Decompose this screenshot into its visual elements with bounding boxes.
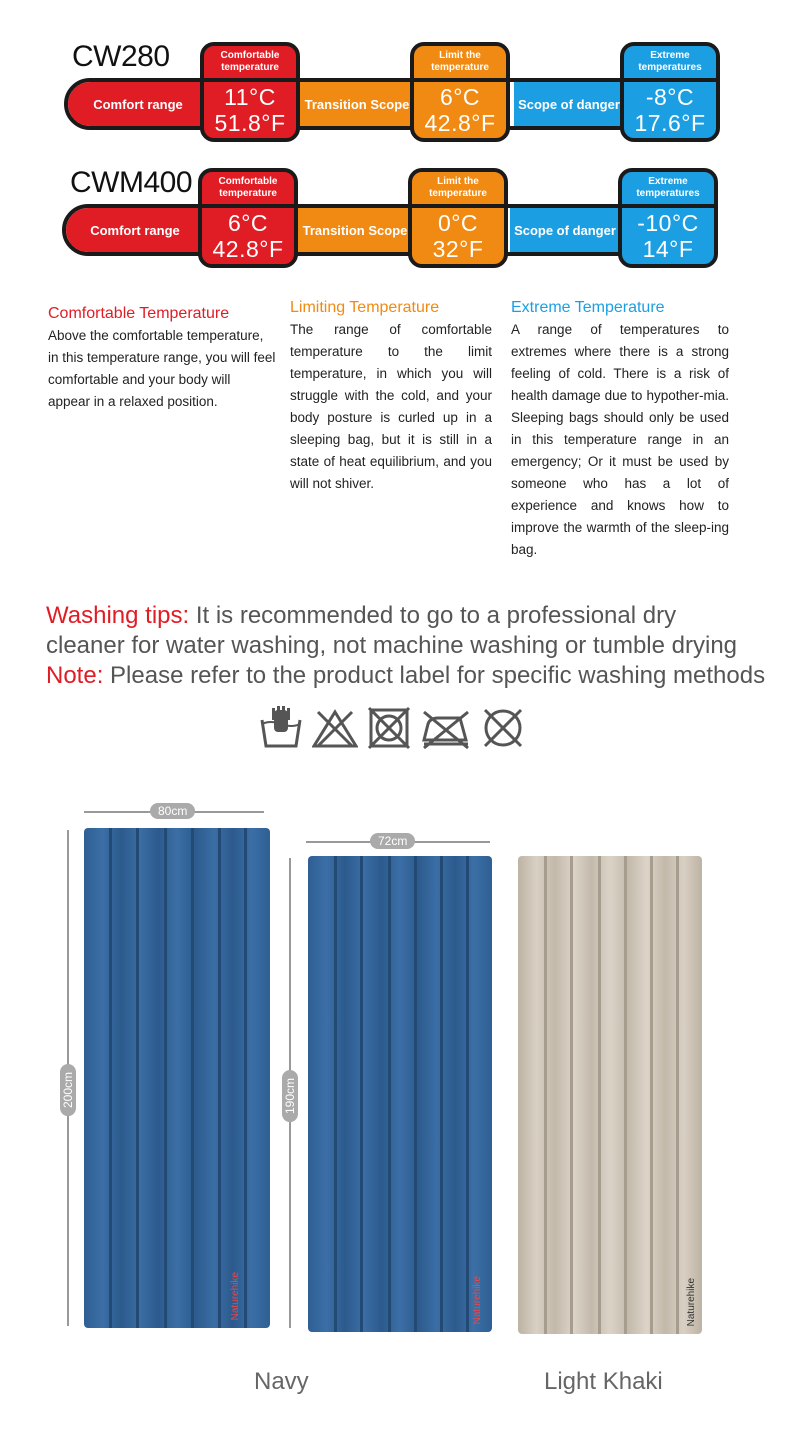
no-bleach-icon (312, 706, 358, 750)
limit-temp-box (410, 42, 510, 142)
comfortable-temperature-title: Comfortable Temperature (48, 305, 230, 322)
note-text: Please refer to the product label for specific washing methods (103, 662, 766, 689)
washing-tips-line2: cleaner for water washing, not machine washing or tumble drying (46, 632, 738, 659)
comfortable-temperature-body: Above the comfortable temperature, in this temperature range, you will feel comfortable and your body will appear in a relaxed position. (48, 328, 276, 409)
temp-fahrenheit: 32°F (432, 236, 484, 262)
temp-celsius: 0°C (437, 210, 479, 236)
care-icons (258, 706, 526, 750)
temperature-bar-cw280 (64, 78, 712, 130)
box-label: Limit the temperature (412, 172, 504, 208)
temp-fahrenheit: 42.8°F (212, 236, 284, 262)
comfort-range-segment: Comfort range (68, 82, 208, 126)
extreme-temp-box (620, 42, 720, 142)
temp-fahrenheit: 42.8°F (424, 110, 496, 136)
model-title-cw280: CW280 (72, 40, 170, 73)
box-label: Extreme temperatures (622, 172, 714, 208)
limiting-temperature-title: Limiting Temperature (290, 299, 440, 316)
temp-celsius: -8°C (645, 84, 695, 110)
limit-temp-box (408, 168, 508, 268)
transition-scope-segment: Transition Scope (300, 82, 414, 126)
note-label: Note: (46, 662, 104, 689)
extreme-temperature-title: Extreme Temperature (511, 299, 665, 316)
wide-length-label: 200cm (60, 1064, 76, 1116)
brand-logo: Naturehike (230, 1271, 241, 1320)
temp-fahrenheit: 17.6°F (634, 110, 706, 136)
color-label-navy: Navy (254, 1368, 309, 1395)
temp-celsius: -10°C (637, 210, 699, 236)
temp-fahrenheit: 51.8°F (214, 110, 286, 136)
narrow-width-label: 72cm (370, 833, 415, 849)
no-iron-icon (420, 706, 472, 750)
box-label: Limit the temperature (414, 46, 506, 82)
hand-wash-icon (258, 706, 304, 750)
extreme-temperature-body: A range of temperatures to extremes where there is a strong feeling of cold. There is a risk of health damage due to hypother-mia. Sleeping bags should only be used in this temperature range in an emergency; Or it must be used by someone who has a lot of experience and knows how to improve the warmth of the sleep-ing bag. (511, 322, 729, 557)
color-label-khaki: Light Khaki (544, 1368, 663, 1395)
no-tumble-dry-icon (366, 706, 412, 750)
washing-tips-text: It is recommended to go to a professional dry (189, 602, 677, 629)
no-dry-clean-icon (480, 706, 526, 750)
model-title-cwm400: CWM400 (70, 166, 193, 199)
washing-tips-label: Washing tips: (46, 602, 190, 629)
navy-bag-narrow (308, 856, 492, 1332)
note-line (46, 662, 765, 690)
extreme-temp-box (618, 168, 718, 268)
temp-celsius: 6°C (439, 84, 481, 110)
brand-logo: Naturehike (686, 1277, 697, 1326)
wide-width-label: 80cm (150, 803, 195, 819)
navy-bag-wide (84, 828, 270, 1328)
box-label: Comfortable temperature (204, 46, 296, 82)
temperature-bar-cwm400 (62, 204, 710, 256)
narrow-length-label: 190cm (282, 1070, 298, 1122)
box-label: Comfortable temperature (202, 172, 294, 208)
comfortable-temp-box (200, 42, 300, 142)
transition-scope-segment: Transition Scope (298, 208, 412, 252)
scope-of-danger-segment: Scope of danger (514, 82, 624, 126)
washing-tips-line1 (46, 602, 676, 630)
temp-fahrenheit: 14°F (642, 236, 694, 262)
khaki-bag (518, 856, 702, 1334)
scope-of-danger-segment: Scope of danger (510, 208, 620, 252)
box-label: Extreme temperatures (624, 46, 716, 82)
comfortable-temp-box (198, 168, 298, 268)
brand-logo: Naturehike (472, 1275, 483, 1324)
temp-celsius: 6°C (227, 210, 269, 236)
limiting-temperature-body: The range of comfortable temperature to the limit temperature, in which you will struggle with the cold, and your body posture is curled up in a sleeping bag, but it is still in a state of heat equilibrium, and you will not shiver. (290, 322, 492, 491)
comfort-range-segment: Comfort range (66, 208, 204, 252)
temp-celsius: 11°C (224, 84, 276, 110)
